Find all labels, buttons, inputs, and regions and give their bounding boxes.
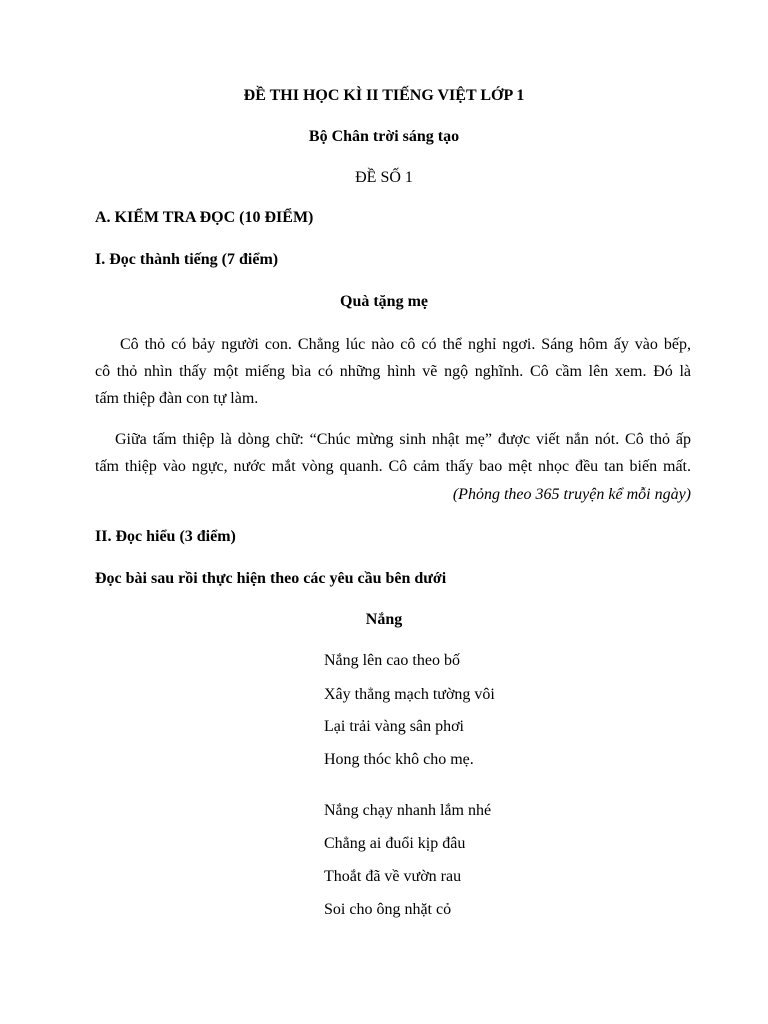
poem-line: Hong thóc khô cho mẹ. <box>324 751 474 768</box>
poem-line: Soi cho ông nhặt cỏ <box>324 901 452 918</box>
paragraph-2-line: tấm thiệp vào ngực, nước mắt vòng quanh. Cô cảm thấy bao mệt nhọc đều tan biến mất. <box>95 458 691 475</box>
document-title: ĐỀ THI HỌC KÌ II TIẾNG VIỆT LỚP 1 <box>243 87 525 104</box>
poem-line: Thoắt đã về vườn rau <box>324 868 462 885</box>
part-2-heading: II. Đọc hiểu (3 điểm) <box>95 528 236 545</box>
paragraph-1-line: tấm thiệp đàn con tự làm. <box>95 390 259 407</box>
poem-line: Nắng chạy nhanh lắm nhé <box>324 802 492 819</box>
poem-line: Lại trải vàng sân phơi <box>324 718 464 735</box>
document-subtitle: Bộ Chân trời sáng tạo <box>308 128 460 145</box>
part-1-heading: I. Đọc thành tiếng (7 điểm) <box>95 251 279 268</box>
section-a-heading: A. KIỂM TRA ĐỌC (10 ĐIỂM) <box>95 209 314 226</box>
poem-line: Chẳng ai đuổi kịp đâu <box>324 835 466 852</box>
poem-line: Nắng lên cao theo bố <box>324 652 460 669</box>
paragraph-1-line: Cô thỏ có bảy người con. Chẳng lúc nào cô có thể nghỉ ngơi. Sáng hôm ấy vào bếp, <box>120 336 691 353</box>
story-paragraph-2 <box>95 426 691 480</box>
paragraph-1-line: cô thỏ nhìn thấy một miếng bìa có những hình vẽ ngộ nghĩnh. Cô cầm lên xem. Đó là <box>95 363 691 380</box>
story-source: (Phỏng theo 365 truyện kể mỗi ngày) <box>452 486 691 503</box>
poem-title: Nắng <box>365 611 403 628</box>
exam-number: ĐỀ SỐ 1 <box>355 169 413 186</box>
story-title: Quà tặng mẹ <box>340 293 428 310</box>
poem-line: Xây thẳng mạch tường vôi <box>324 686 495 703</box>
reading-instruction: Đọc bài sau rồi thực hiện theo các yêu cầu bên dưới <box>95 570 447 587</box>
paragraph-2-line: Giữa tấm thiệp là dòng chữ: “Chúc mừng sinh nhật mẹ” được viết nắn nót. Cô thỏ ấp <box>115 431 691 448</box>
story-paragraph-1 <box>95 331 691 412</box>
